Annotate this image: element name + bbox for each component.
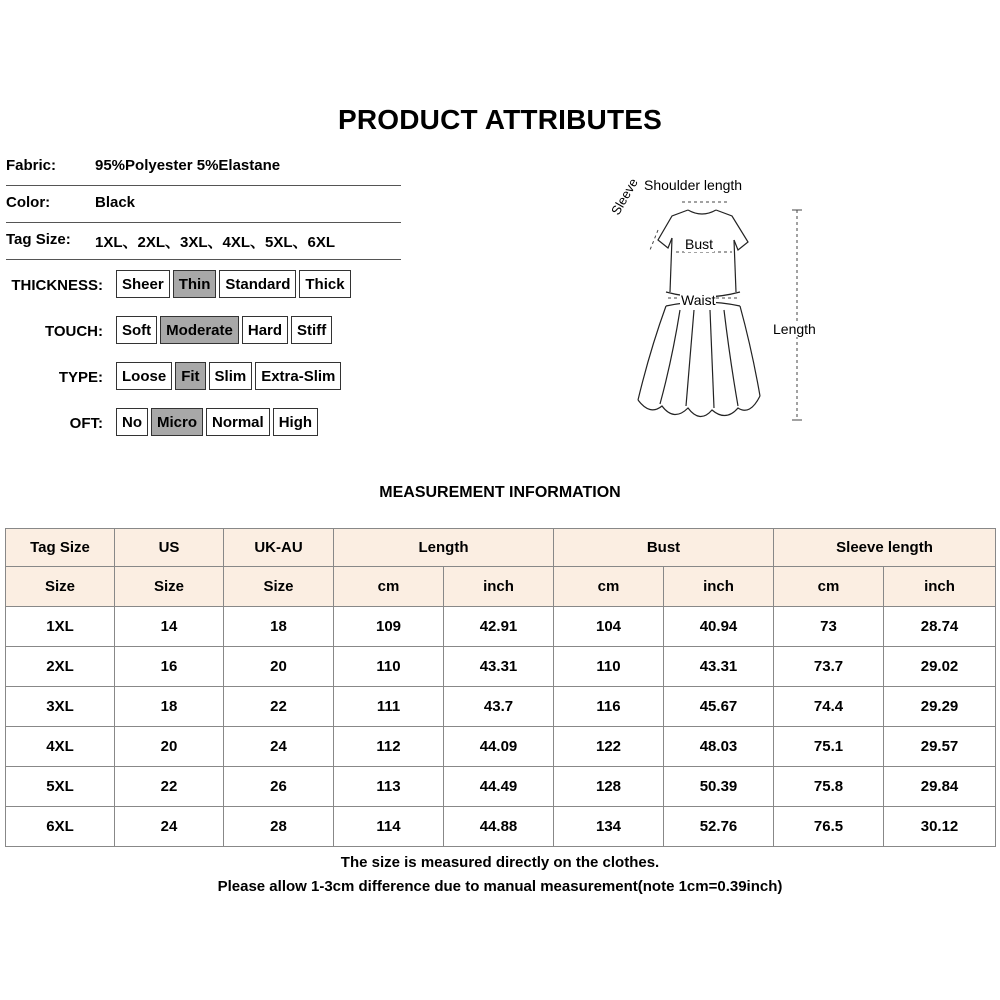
scale-options (116, 362, 341, 390)
table-sub-header: inch (884, 567, 996, 607)
table-cell: 26 (224, 767, 334, 807)
table-cell: 29.84 (884, 767, 996, 807)
note-measured: The size is measured directly on the clothes. (340, 854, 660, 871)
table-cell: 75.8 (774, 767, 884, 807)
scale-option: Slim (209, 362, 253, 390)
scale-label: TOUCH: (44, 323, 103, 340)
table-cell: 4XL (6, 727, 115, 767)
attribute-value: 1XL、2XL、3XL、4XL、5XL、6XL (95, 234, 336, 251)
scale-options (116, 408, 318, 436)
attribute-key: Color: (6, 194, 51, 211)
table-sub-header: inch (444, 567, 554, 607)
attribute-row-fabric (6, 148, 401, 186)
table-cell: 116 (554, 687, 664, 727)
table-cell: 18 (115, 687, 224, 727)
table-cell: 42.91 (444, 607, 554, 647)
table-cell: 44.49 (444, 767, 554, 807)
table-group-header: Sleeve length (774, 529, 996, 567)
page-title: PRODUCT ATTRIBUTES (337, 104, 663, 135)
waist-label: Waist (681, 292, 716, 308)
scale-option: No (116, 408, 148, 436)
scale-option: Sheer (116, 270, 170, 298)
sleeve-label: Sleeve (608, 175, 641, 218)
table-cell: 48.03 (664, 727, 774, 767)
attribute-value: Black (95, 194, 136, 211)
table-cell: 110 (334, 647, 444, 687)
table-cell: 2XL (6, 647, 115, 687)
scale-option: Standard (219, 270, 296, 298)
scale-row (0, 270, 500, 300)
attribute-key: Tag Size: (6, 231, 71, 248)
scale-label: TYPE: (58, 369, 103, 386)
scale-option-selected: Thin (173, 270, 217, 298)
table-cell: 20 (115, 727, 224, 767)
table-cell: 45.67 (664, 687, 774, 727)
table-cell: 29.57 (884, 727, 996, 767)
table-cell: 75.1 (774, 727, 884, 767)
table-cell: 109 (334, 607, 444, 647)
table-cell: 28 (224, 807, 334, 847)
table-cell: 52.76 (664, 807, 774, 847)
table-cell: 30.12 (884, 807, 996, 847)
table-group-header: Tag Size (6, 529, 115, 567)
table-group-header-row (6, 529, 996, 567)
scale-options (116, 316, 332, 344)
table-cell: 3XL (6, 687, 115, 727)
dress-diagram (600, 170, 830, 430)
table-cell: 6XL (6, 807, 115, 847)
scale-option: Loose (116, 362, 172, 390)
table-sub-header-row (6, 567, 996, 607)
table-cell: 111 (334, 687, 444, 727)
scale-option: Soft (116, 316, 157, 344)
table-cell: 24 (224, 727, 334, 767)
table-cell: 44.88 (444, 807, 554, 847)
table-cell: 122 (554, 727, 664, 767)
table-row (6, 647, 996, 687)
table-cell: 73.7 (774, 647, 884, 687)
attribute-row-color (6, 185, 401, 223)
scale-label: OFT: (69, 415, 103, 432)
table-row (6, 607, 996, 647)
table-cell: 104 (554, 607, 664, 647)
measurement-title: MEASUREMENT INFORMATION (379, 484, 621, 501)
table-sub-header: inch (664, 567, 774, 607)
table-cell: 74.4 (774, 687, 884, 727)
table-group-header: Length (334, 529, 554, 567)
scale-option-selected: Fit (175, 362, 205, 390)
scale-row (0, 408, 500, 438)
scale-option: Hard (242, 316, 288, 344)
scale-label: THICKNESS: (11, 277, 103, 294)
table-cell: 5XL (6, 767, 115, 807)
table-cell: 18 (224, 607, 334, 647)
table-sub-header: Size (6, 567, 115, 607)
attribute-row-tag-size (6, 222, 401, 260)
scale-row (0, 316, 500, 346)
table-cell: 43.31 (664, 647, 774, 687)
table-cell: 43.7 (444, 687, 554, 727)
table-cell: 110 (554, 647, 664, 687)
table-sub-header: cm (554, 567, 664, 607)
scale-option: Thick (299, 270, 350, 298)
scale-option: Normal (206, 408, 270, 436)
table-cell: 29.02 (884, 647, 996, 687)
table-cell: 134 (554, 807, 664, 847)
table-sub-header: cm (774, 567, 884, 607)
shoulder-length-label: Shoulder length (644, 177, 743, 193)
scale-option-selected: Micro (151, 408, 203, 436)
table-cell: 50.39 (664, 767, 774, 807)
table-cell: 114 (334, 807, 444, 847)
scale-option-selected: Moderate (160, 316, 239, 344)
table-cell: 28.74 (884, 607, 996, 647)
table-cell: 43.31 (444, 647, 554, 687)
table-cell: 22 (224, 687, 334, 727)
table-row (6, 767, 996, 807)
table-sub-header: cm (334, 567, 444, 607)
table-sub-header: Size (224, 567, 334, 607)
scale-option: Stiff (291, 316, 332, 344)
table-sub-header: Size (115, 567, 224, 607)
table-row (6, 687, 996, 727)
table-cell: 22 (115, 767, 224, 807)
measurement-table (5, 528, 996, 847)
table-cell: 24 (115, 807, 224, 847)
table-cell: 29.29 (884, 687, 996, 727)
table-cell: 76.5 (774, 807, 884, 847)
table-cell: 112 (334, 727, 444, 767)
table-cell: 14 (115, 607, 224, 647)
table-cell: 20 (224, 647, 334, 687)
table-row (6, 727, 996, 767)
attribute-value: 95%Polyester 5%Elastane (95, 157, 281, 174)
table-cell: 44.09 (444, 727, 554, 767)
table-cell: 113 (334, 767, 444, 807)
table-cell: 16 (115, 647, 224, 687)
length-label: Length (773, 321, 816, 337)
table-group-header: Bust (554, 529, 774, 567)
scale-option: Extra-Slim (255, 362, 341, 390)
table-group-header: UK-AU (224, 529, 334, 567)
table-group-header: US (115, 529, 224, 567)
table-cell: 1XL (6, 607, 115, 647)
scale-options (116, 270, 351, 298)
table-cell: 73 (774, 607, 884, 647)
table-cell: 40.94 (664, 607, 774, 647)
attribute-key: Fabric: (6, 157, 57, 174)
note-difference: Please allow 1-3cm difference due to manual measurement(note 1cm=0.39inch) (217, 878, 783, 895)
table-cell: 128 (554, 767, 664, 807)
table-row (6, 807, 996, 847)
scale-option: High (273, 408, 318, 436)
scale-row (0, 362, 500, 392)
bust-label: Bust (685, 236, 714, 252)
